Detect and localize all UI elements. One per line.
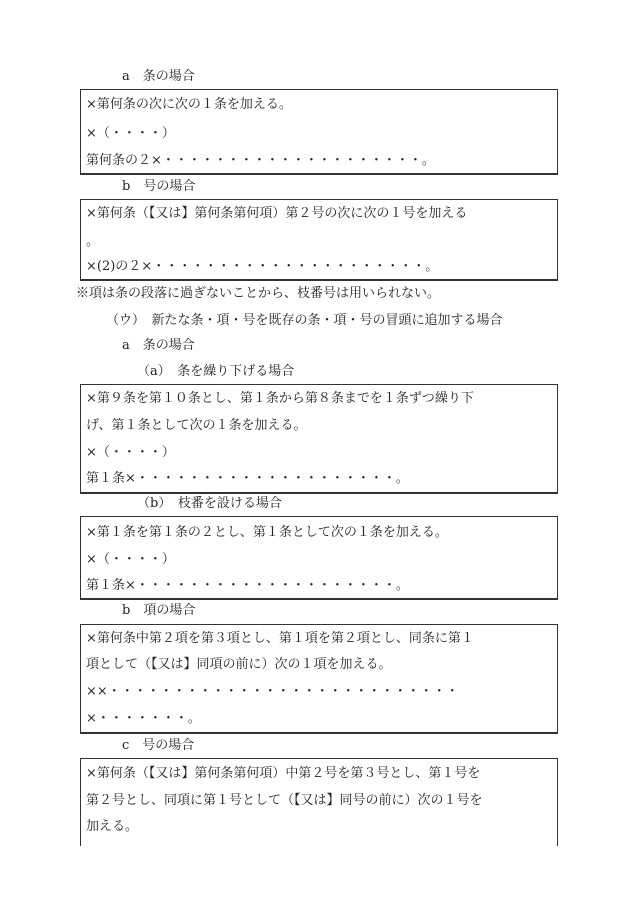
box-line: ×第何条（【又は】第何条第何項）中第２号を第３号とし、第１号を (86, 766, 481, 781)
heading-item-case: b 号の場合 (122, 179, 196, 194)
heading-insert-at-beginning: （ウ） 新たな条・項・号を既存の条・項・号の冒頭に追加する場合 (106, 313, 503, 328)
example-box-paragraph (80, 624, 558, 734)
heading-paragraph-case: b 項の場合 (122, 603, 196, 618)
box-line: 。 (86, 234, 100, 249)
box-line: ××・・・・・・・・・・・・・・・・・・・・・・・・・・・ (86, 684, 459, 699)
box-line: ×(2)の２×・・・・・・・・・・・・・・・・・・・・・。 (86, 259, 439, 274)
box-line: 第２号とし、同項に第１号として（【又は】同号の前に）次の１号を (86, 793, 483, 808)
note-paragraph-number: ※項は条の段落に過ぎないことから、枝番号は用いられない。 (76, 286, 441, 301)
box-line: 第１条×・・・・・・・・・・・・・・・・・・・・。 (86, 578, 409, 593)
box-line: ×第９条を第１０条とし、第１条から第８条までを１条ずつ繰り下 (86, 391, 474, 406)
example-box-item-append (80, 199, 558, 281)
box-line: げ、第１条として次の１条を加える。 (86, 418, 307, 433)
example-box-article-append (80, 89, 558, 175)
box-line: 第１条×・・・・・・・・・・・・・・・・・・・・。 (86, 471, 409, 486)
box-line: ×第何条（【又は】第何条第何項）第２号の次に次の１号を加える (86, 206, 468, 221)
box-line: ×（・・・・） (86, 445, 175, 460)
box-line: ×・・・・・・・。 (86, 711, 201, 726)
heading-article-case: a 条の場合 (122, 69, 195, 84)
heading-article-case-2: a 条の場合 (122, 338, 195, 353)
heading-branch-number: （b） 枝番を設ける場合 (137, 496, 282, 511)
box-line: 第何条の２×・・・・・・・・・・・・・・・・・・・・。 (86, 153, 435, 168)
heading-item-case-2: c 号の場合 (122, 738, 195, 753)
box-line: 加える。 (86, 819, 139, 834)
box-line: 項として（【又は】同項の前に）次の１項を加える。 (86, 657, 392, 672)
example-box-branch-number (80, 516, 558, 600)
box-line: ×第何条中第２項を第３項とし、第１項を第２項とし、同条に第１ (86, 631, 474, 646)
example-box-item-insert (80, 758, 558, 846)
heading-shift-down: （a） 条を繰り下げる場合 (137, 364, 295, 379)
box-line: ×第１条を第１条の２とし、第１条として次の１条を加える。 (86, 525, 448, 540)
box-line: ×（・・・・） (86, 126, 175, 141)
box-line: ×第何条の次に次の１条を加える。 (86, 97, 292, 112)
example-box-shift-down (80, 384, 558, 494)
box-line: ×（・・・・） (86, 552, 175, 567)
